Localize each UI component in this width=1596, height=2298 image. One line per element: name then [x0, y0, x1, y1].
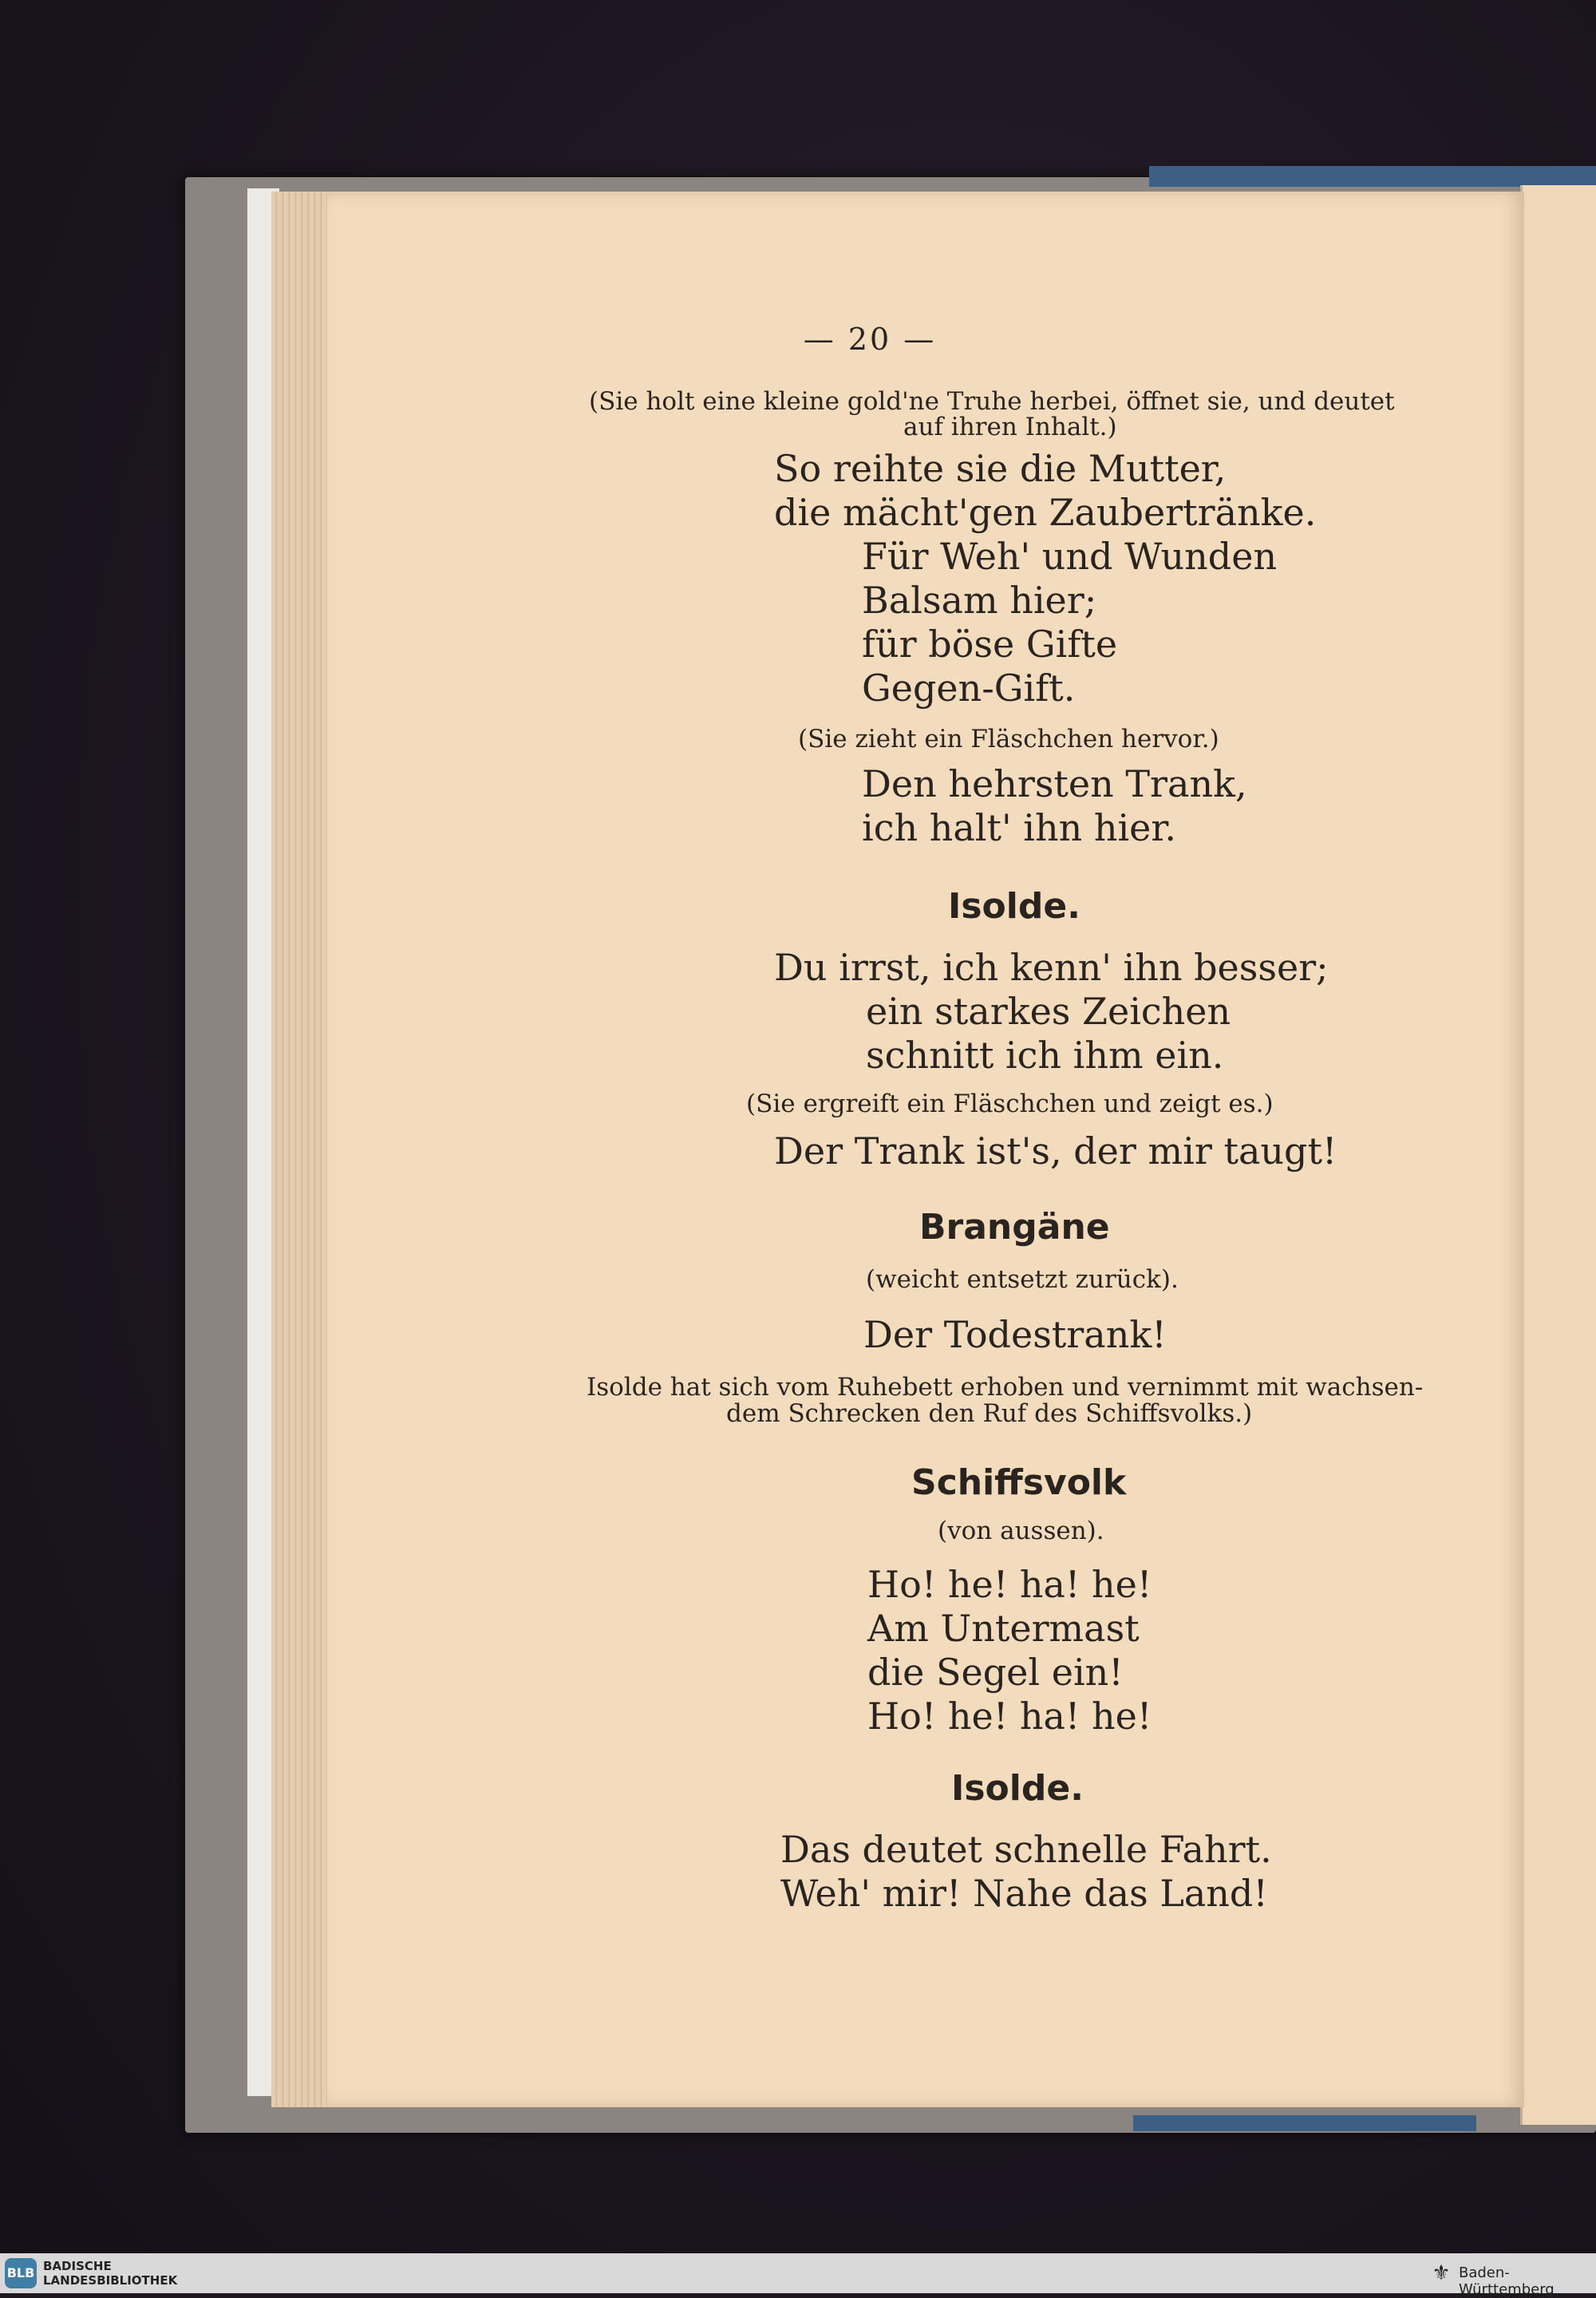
speaker-direction: (weicht entsetzt zurück).	[866, 1265, 1179, 1294]
verse-line: Du irrst, ich kenn' ihn besser;	[774, 946, 1329, 989]
facing-page-edge	[1520, 185, 1596, 2125]
stage-direction: (Sie ergreift ein Fläschchen und zeigt es.)	[746, 1090, 1274, 1118]
cover-spine-bottom	[1133, 2115, 1476, 2131]
verse-line: Für Weh' und Wunden	[862, 535, 1278, 578]
library-name-line1: BADISCHE	[43, 2259, 112, 2273]
verse-line: Weh' mir! Nahe das Land!	[780, 1872, 1268, 1915]
page-number: — 20 —	[803, 322, 937, 357]
speaker-name: Brangäne	[919, 1207, 1110, 1248]
verse-line: ein starkes Zeichen	[866, 990, 1231, 1033]
verse-line: Ho! he! ha! he!	[867, 1563, 1152, 1606]
verse-line: Balsam hier;	[862, 579, 1097, 622]
stage-direction: Isolde hat sich vom Ruhebett erhoben und vernimmt mit wachsen-	[587, 1373, 1424, 1402]
verse-line: die Segel ein!	[867, 1651, 1124, 1694]
stage-direction: (Sie zieht ein Fläschchen hervor.)	[798, 725, 1219, 753]
stage-direction: (Sie holt eine kleine gold'ne Truhe herbei, öffnet sie, und deutet	[589, 387, 1395, 416]
library-name-line2: LANDESBIBLIOTHEK	[43, 2273, 178, 2288]
blb-logo[interactable]: BLB	[5, 2258, 37, 2288]
verse-line: Der Todestrank!	[863, 1313, 1167, 1356]
state-coat-of-arms-icon: ⚜	[1432, 2261, 1451, 2285]
speaker-name: Isolde.	[951, 1768, 1084, 1809]
verse-line: Gegen-Gift.	[862, 666, 1076, 710]
library-name	[43, 2259, 177, 2288]
book-page	[327, 192, 1524, 2107]
verse-line: die mächt'gen Zaubertränke.	[774, 491, 1317, 534]
verse-line: So reihte sie die Mutter,	[774, 447, 1227, 490]
verse-line: Ho! he! ha! he!	[867, 1695, 1152, 1738]
speaker-name: Schiffsvolk	[911, 1462, 1127, 1503]
stage-direction: dem Schrecken den Ruf des Schiffsvolks.)	[726, 1399, 1253, 1428]
speaker-direction: (von aussen).	[938, 1517, 1104, 1545]
speaker-name: Isolde.	[948, 886, 1080, 927]
verse-line: Den hehrsten Trank,	[862, 762, 1247, 805]
verse-line: ich halt' ihn hier.	[862, 806, 1176, 849]
verse-line: Am Untermast	[867, 1607, 1140, 1650]
verse-line: schnitt ich ihm ein.	[866, 1034, 1224, 1077]
library-footer	[0, 2253, 1596, 2298]
cover-spine-top	[1149, 166, 1596, 187]
verse-line: für böse Gifte	[862, 623, 1118, 666]
verse-line: Das deutet schnelle Fahrt.	[780, 1828, 1272, 1871]
verse-line: Der Trank ist's, der mir taugt!	[774, 1129, 1337, 1173]
state-name[interactable]: Baden-Württemberg	[1459, 2264, 1555, 2298]
stage-direction: auf ihren Inhalt.)	[903, 413, 1117, 441]
